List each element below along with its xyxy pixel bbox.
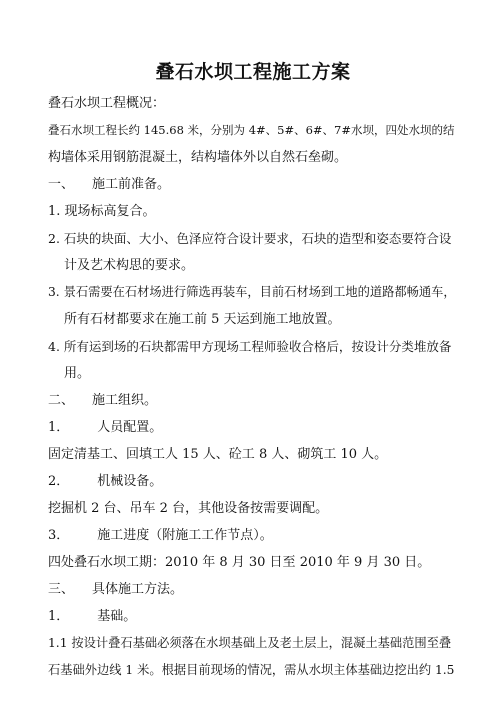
section-text: 施工组织。 bbox=[92, 393, 158, 408]
paragraph-line: 石基础外边线 1 米。根据目前现场的情况，需从水坝主体基础边挖出约 1.5 bbox=[48, 663, 455, 677]
paragraph-line: 四处叠石水坝工期：2010 年 8 月 30 日至 2010 年 9 月 30 日。 bbox=[48, 555, 431, 570]
document-page bbox=[48, 0, 458, 684]
section-number: 2． bbox=[48, 474, 70, 489]
section-text: 具体施工方法。 bbox=[92, 582, 184, 597]
section-text: 机械设备。 bbox=[97, 474, 163, 489]
section-number: 1． bbox=[48, 609, 70, 624]
paragraph-line: 计及艺术构思的要求。 bbox=[64, 258, 195, 273]
section-heading bbox=[48, 171, 458, 198]
section-text: 人员配置。 bbox=[97, 420, 163, 435]
paragraph-line: 用。 bbox=[64, 366, 91, 381]
document-body bbox=[48, 90, 458, 684]
section-text: 施工前准备。 bbox=[92, 177, 171, 192]
section-heading bbox=[48, 603, 458, 630]
paragraph-line: 1.1 按设计叠石基础必须落在水坝基础上及老土层上，混凝土基础范围至叠 bbox=[48, 636, 452, 650]
paragraph-line: 3. 景石需要在石材场进行筛选再装车，目前石材场到工地的道路都畅通车， bbox=[48, 285, 456, 299]
section-text: 施工进度（附施工工作节点）。 bbox=[97, 528, 273, 543]
paragraph-line: 2. 石块的块面、大小、色泽应符合设计要求，石块的造型和姿态要符合设 bbox=[48, 231, 452, 246]
section-heading bbox=[48, 468, 458, 495]
section-heading bbox=[48, 387, 458, 414]
paragraph-line: 1. 现场标高复合。 bbox=[48, 204, 156, 219]
document-title: 叠石水坝工程施工方案 bbox=[155, 61, 351, 83]
paragraph-line: 叠石水坝工程概况： bbox=[48, 96, 166, 111]
paragraph-line: 所有石材都要求在施工前 5 天运到施工地放置。 bbox=[64, 312, 341, 327]
paragraph-line: 4. 所有运到场的石块都需甲方现场工程师验收合格后，按设计分类堆放备 bbox=[48, 339, 452, 354]
section-number: 二、 bbox=[48, 393, 75, 408]
section-heading bbox=[48, 522, 458, 549]
paragraph-line: 固定清基工、回填工人 15 人、砼工 8 人、砌筑工 10 人。 bbox=[48, 447, 388, 462]
section-heading bbox=[48, 576, 458, 603]
paragraph-line: 构墙体采用钢筋混凝土，结构墙体外以自然石垒砌。 bbox=[48, 150, 348, 165]
section-heading bbox=[48, 414, 458, 441]
section-number: 3． bbox=[48, 528, 70, 543]
section-number: 一、 bbox=[48, 177, 75, 192]
paragraph-line: 叠石水坝工程长约 145.68 米，分别为 4#、5#、6#、7#水坝，四处水坝的结 bbox=[48, 123, 455, 137]
section-text: 基础。 bbox=[97, 609, 137, 624]
section-number: 三、 bbox=[48, 582, 75, 597]
section-number: 1． bbox=[48, 420, 70, 435]
paragraph-line: 挖掘机 2 台、吊车 2 台，其他设备按需要调配。 bbox=[48, 501, 329, 516]
